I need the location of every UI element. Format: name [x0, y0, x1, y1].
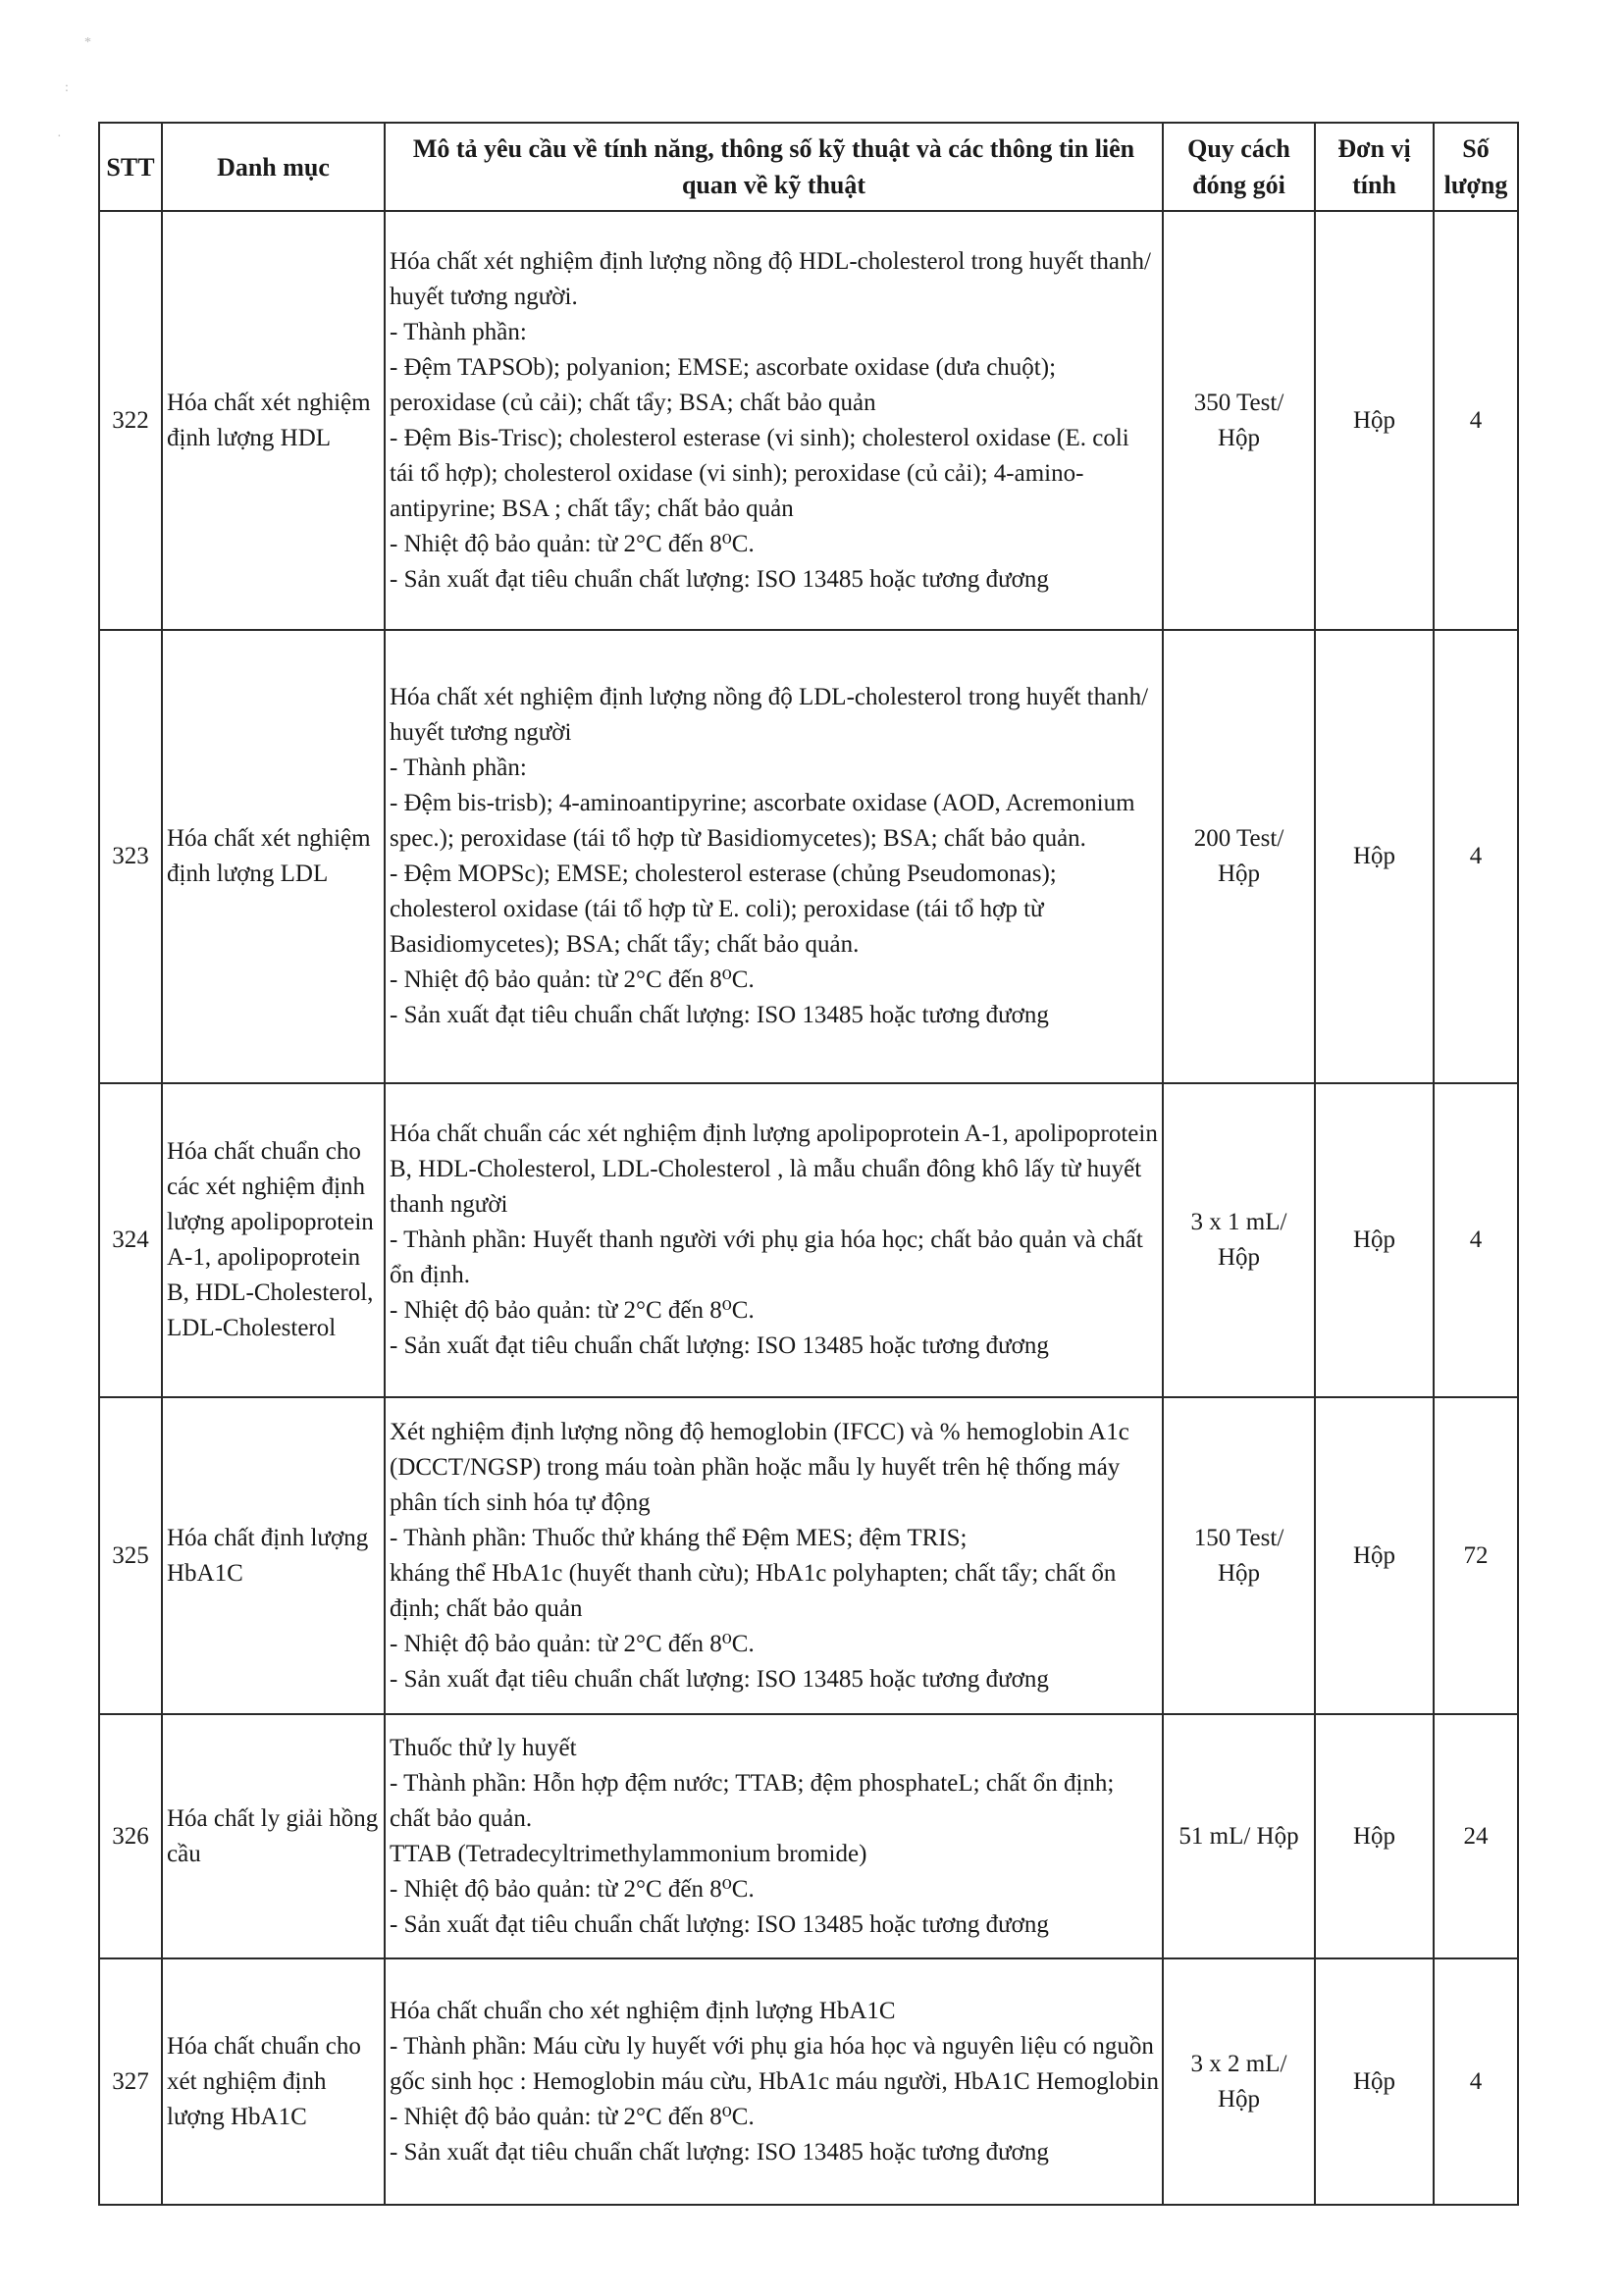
- packaging-cell: 200 Test/ Hộp: [1163, 630, 1315, 1083]
- table-row: [99, 211, 1518, 630]
- description-cell: Hóa chất xét nghiệm định lượng nồng độ LDL-cholesterol trong huyết thanh/ huyết tương người - Thành phần: - Đệm bis-trisb); 4-aminoantipyrine; ascorbate oxidase (AOD, Acremonium spec.); peroxidase (tái tổ hợp từ Basidiomycetes); BSA; chất bảo quản. - Đệm MOPSc); EMSE; cholesterol esterase (chủng Pseudomonas); cholesterol oxidase (tái tổ hợp từ E. coli); peroxidase (tái tổ hợp từ Basidiomycetes); BSA; chất tẩy; chất bảo quản. - Nhiệt độ bảo quản: từ 2°C đến 8⁰C. - Sản xuất đạt tiêu chuẩn chất lượng: ISO 13485 hoặc tương đương: [385, 630, 1163, 1083]
- stt-cell: 323: [99, 630, 162, 1083]
- description-cell: Hóa chất xét nghiệm định lượng nồng độ HDL-cholesterol trong huyết thanh/ huyết tương người. - Thành phần: - Đệm TAPSOb); polyanion; EMSE; ascorbate oxidase (dưa chuột); peroxidase (củ cải); chất tẩy; BSA; chất bảo quản - Đệm Bis-Trisc); cholesterol esterase (vi sinh); cholesterol oxidase (E. coli tái tổ hợp); cholesterol oxidase (vi sinh); peroxidase (củ cải); 4-amino-antipyrine; BSA ; chất tẩy; chất bảo quản - Nhiệt độ bảo quản: từ 2°C đến 8⁰C. - Sản xuất đạt tiêu chuẩn chất lượng: ISO 13485 hoặc tương đương: [385, 211, 1163, 630]
- header-description: Mô tả yêu cầu về tính năng, thông số kỹ thuật và các thông tin liên quan về kỹ thuật: [385, 123, 1163, 211]
- description-cell: Hóa chất chuẩn cho xét nghiệm định lượng HbA1C - Thành phần: Máu cừu ly huyết với phụ gia hóa học và nguyên liệu có nguồn gốc sinh học : Hemoglobin máu cừu, HbA1c máu người, HbA1C Hemoglobin - Nhiệt độ bảo quản: từ 2°C đến 8⁰C. - Sản xuất đạt tiêu chuẩn chất lượng: ISO 13485 hoặc tương đương: [385, 1958, 1163, 2205]
- header-quantity: Số lượng: [1434, 123, 1518, 211]
- stt-cell: 326: [99, 1714, 162, 1958]
- unit-cell: Hộp: [1315, 1083, 1434, 1397]
- header-stt: STT: [99, 123, 162, 211]
- category-cell: Hóa chất chuẩn cho các xét nghiệm định lượng apolipoprotein A-1, apolipoprotein B, HDL-Cholesterol, LDL-Cholesterol: [162, 1083, 385, 1397]
- category-cell: Hóa chất ly giải hồng cầu: [162, 1714, 385, 1958]
- header-packaging: Quy cách đóng gói: [1163, 123, 1315, 211]
- unit-cell: Hộp: [1315, 211, 1434, 630]
- packaging-cell: 350 Test/ Hộp: [1163, 211, 1315, 630]
- table-header-row: [99, 123, 1518, 211]
- unit-cell: Hộp: [1315, 1714, 1434, 1958]
- unit-cell: Hộp: [1315, 1958, 1434, 2205]
- table-row: [99, 1083, 1518, 1397]
- unit-cell: Hộp: [1315, 630, 1434, 1083]
- category-cell: Hóa chất xét nghiệm định lượng HDL: [162, 211, 385, 630]
- header-unit: Đơn vị tính: [1315, 123, 1434, 211]
- category-cell: Hóa chất xét nghiệm định lượng LDL: [162, 630, 385, 1083]
- stt-cell: 324: [99, 1083, 162, 1397]
- table-row: [99, 1714, 1518, 1958]
- category-cell: Hóa chất định lượng HbA1C: [162, 1397, 385, 1714]
- quantity-cell: 24: [1434, 1714, 1518, 1958]
- packaging-cell: 3 x 2 mL/ Hộp: [1163, 1958, 1315, 2205]
- description-cell: Thuốc thử ly huyết - Thành phần: Hỗn hợp đệm nước; TTAB; đệm phosphateL; chất ổn định; chất bảo quản. TTAB (Tetradecyltrimethylammonium bromide) - Nhiệt độ bảo quản: từ 2°C đến 8⁰C. - Sản xuất đạt tiêu chuẩn chất lượng: ISO 13485 hoặc tương đương: [385, 1714, 1163, 1958]
- unit-cell: Hộp: [1315, 1397, 1434, 1714]
- packaging-cell: 51 mL/ Hộp: [1163, 1714, 1315, 1958]
- stt-cell: 322: [99, 211, 162, 630]
- stt-cell: 327: [99, 1958, 162, 2205]
- quantity-cell: 4: [1434, 1083, 1518, 1397]
- quantity-cell: 4: [1434, 211, 1518, 630]
- quantity-cell: 72: [1434, 1397, 1518, 1714]
- stt-cell: 325: [99, 1397, 162, 1714]
- table-row: [99, 1397, 1518, 1714]
- quantity-cell: 4: [1434, 1958, 1518, 2205]
- header-category: Danh mục: [162, 123, 385, 211]
- table-row: [99, 630, 1518, 1083]
- spec-table: [98, 122, 1519, 2206]
- spec-table-container: [98, 122, 1517, 2206]
- table-row: [99, 1958, 1518, 2205]
- category-cell: Hóa chất chuẩn cho xét nghiệm định lượng HbA1C: [162, 1958, 385, 2205]
- quantity-cell: 4: [1434, 630, 1518, 1083]
- description-cell: Hóa chất chuẩn các xét nghiệm định lượng apolipoprotein A-1, apolipoprotein B, HDL-Cholesterol, LDL-Cholesterol , là mẫu chuẩn đông khô lấy từ huyết thanh người - Thành phần: Huyết thanh người với phụ gia hóa học; chất bảo quản và chất ổn định. - Nhiệt độ bảo quản: từ 2°C đến 8⁰C. - Sản xuất đạt tiêu chuẩn chất lượng: ISO 13485 hoặc tương đương: [385, 1083, 1163, 1397]
- description-cell: Xét nghiệm định lượng nồng độ hemoglobin (IFCC) và % hemoglobin A1c (DCCT/NGSP) trong máu toàn phần hoặc mẫu ly huyết trên hệ thống máy phân tích sinh hóa tự động - Thành phần: Thuốc thử kháng thể Đệm MES; đệm TRIS; kháng thể HbA1c (huyết thanh cừu); HbA1c polyhapten; chất tẩy; chất ổn định; chất bảo quản - Nhiệt độ bảo quản: từ 2°C đến 8⁰C. - Sản xuất đạt tiêu chuẩn chất lượng: ISO 13485 hoặc tương đương: [385, 1397, 1163, 1714]
- packaging-cell: 150 Test/ Hộp: [1163, 1397, 1315, 1714]
- packaging-cell: 3 x 1 mL/ Hộp: [1163, 1083, 1315, 1397]
